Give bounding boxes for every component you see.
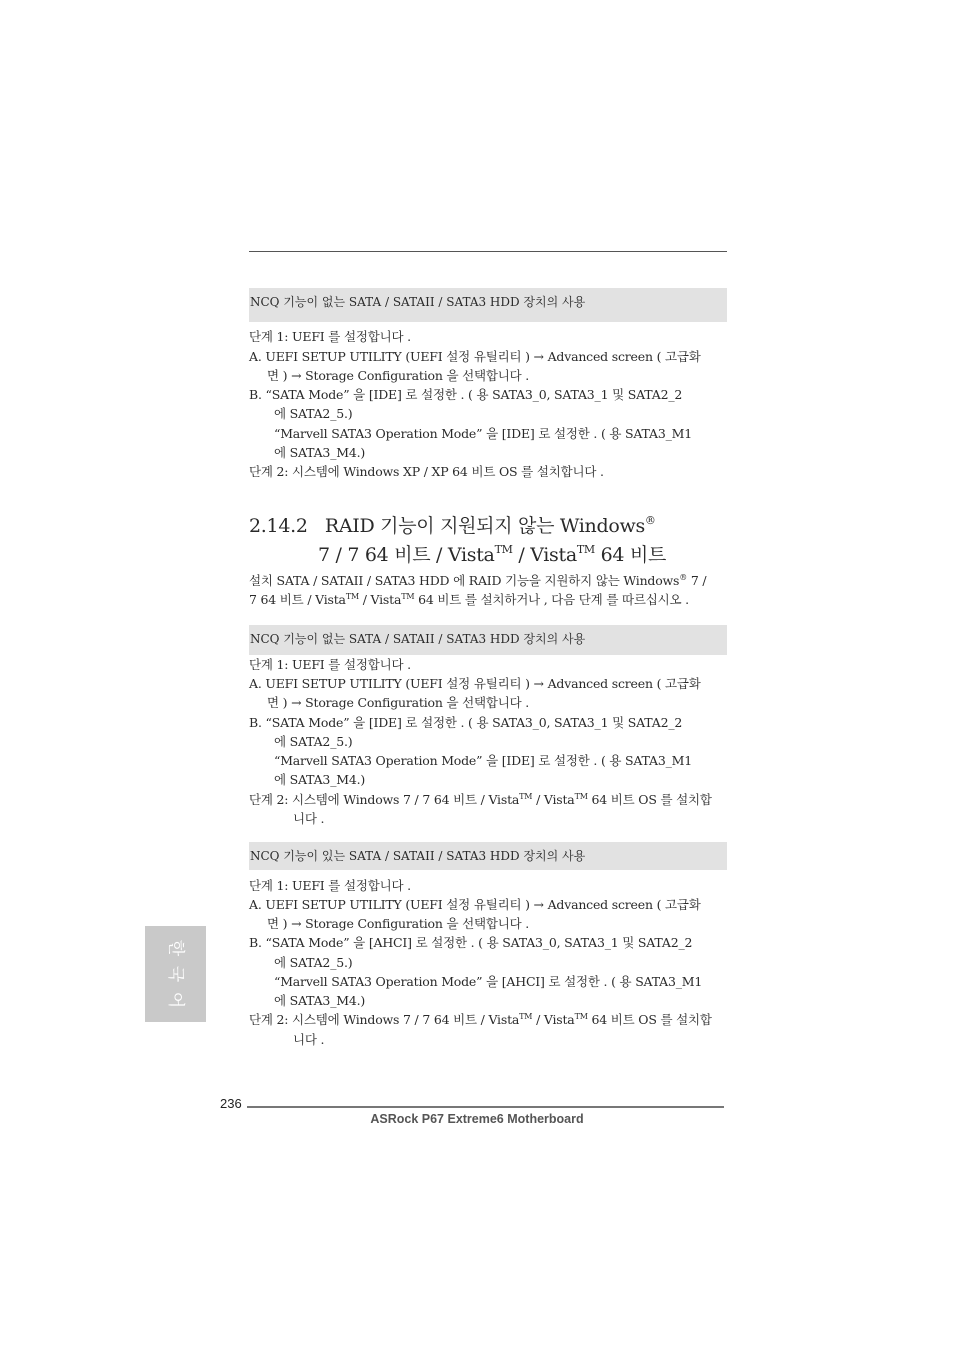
s2-step2-cont: 니다 . bbox=[293, 811, 325, 826]
tm-mark: TM bbox=[519, 1012, 533, 1021]
heading-title-b3: 64 비트 bbox=[594, 544, 667, 566]
section-heading-line1 bbox=[249, 514, 656, 538]
s2-a: A. UEFI SETUP UTILITY (UEFI 설정 유틸리티 ) → Advanced screen ( 고급화 bbox=[249, 676, 701, 691]
s1-marvell: “Marvell SATA3 Operation Mode” 을 [IDE] 로 설정한 . ( 용 SATA3_M1 bbox=[274, 426, 692, 441]
intro-text: 설치 SATA / SATAII / SATA3 HDD 에 RAID 기능을 지원하지 않는 Windows bbox=[249, 573, 680, 588]
s1-marvell-cont: 에 SATA3_M4.) bbox=[274, 445, 366, 460]
step2-text: / Vista bbox=[532, 1012, 575, 1027]
s1-a-cont: 면 ) → Storage Configuration 을 선택합니다 . bbox=[267, 368, 530, 383]
side-tab-char: 한 bbox=[165, 939, 186, 957]
intro-text: / Vista bbox=[358, 592, 402, 607]
s3-step2 bbox=[249, 1012, 729, 1028]
s1-step2: 단계 2: 시스템에 Windows XP / XP 64 비트 OS 를 설치합니다 . bbox=[249, 464, 604, 479]
intro-text: 7 64 비트 / Vista bbox=[249, 592, 346, 607]
intro-line2 bbox=[249, 592, 729, 608]
tm-mark: TM bbox=[345, 592, 359, 601]
s3-a: A. UEFI SETUP UTILITY (UEFI 설정 유틸리티 ) → Advanced screen ( 고급화 bbox=[249, 897, 701, 912]
section-heading-line2 bbox=[318, 543, 666, 567]
language-side-tab bbox=[145, 926, 206, 1022]
heading-title-b1: 7 / 7 64 비트 / Vista bbox=[318, 544, 495, 566]
step2-text: 64 비트 OS 를 설치합 bbox=[587, 1012, 712, 1027]
heading-number: 2.14.2 bbox=[249, 515, 308, 537]
tm-mark: TM bbox=[401, 592, 415, 601]
ncq-none-box-1: NCQ 기능이 없는 SATA / SATAII / SATA3 HDD 장치의 사용 bbox=[249, 288, 727, 322]
side-tab-char: 어 bbox=[165, 991, 186, 1009]
intro-text: 64 비트 를 설치하거나 , 다음 단계 를 따르십시오 . bbox=[414, 592, 689, 607]
footer-rule bbox=[247, 1106, 724, 1108]
s1-b-cont: 에 SATA2_5.) bbox=[274, 406, 353, 421]
intro-text: 7 / bbox=[687, 573, 707, 588]
s2-a-cont: 면 ) → Storage Configuration 을 선택합니다 . bbox=[267, 695, 530, 710]
s3-step1: 단계 1: UEFI 를 설정합니다 . bbox=[249, 878, 411, 893]
tm-mark: TM bbox=[494, 543, 513, 556]
footer-product: ASRock P67 Extreme6 Motherboard bbox=[370, 1112, 584, 1126]
s2-b-cont: 에 SATA2_5.) bbox=[274, 734, 353, 749]
s3-a-cont: 면 ) → Storage Configuration 을 선택합니다 . bbox=[267, 916, 530, 931]
s1-a: A. UEFI SETUP UTILITY (UEFI 설정 유틸리티 ) → Advanced screen ( 고급화 bbox=[249, 349, 701, 364]
s3-marvell-cont: 에 SATA3_M4.) bbox=[274, 993, 366, 1008]
step2-text: 단계 2: 시스템에 Windows 7 / 7 64 비트 / Vista bbox=[249, 792, 520, 807]
s3-step2-cont: 니다 . bbox=[293, 1032, 325, 1047]
side-tab-char: 국 bbox=[165, 965, 186, 983]
s2-b: B. “SATA Mode” 을 [IDE] 로 설정한 . ( 용 SATA3_0, SATA3_1 및 SATA2_2 bbox=[249, 715, 683, 730]
s2-marvell-cont: 에 SATA3_M4.) bbox=[274, 772, 366, 787]
s2-step1: 단계 1: UEFI 를 설정합니다 . bbox=[249, 657, 411, 672]
page-number: 236 bbox=[220, 1096, 242, 1111]
registered-mark: ® bbox=[679, 573, 688, 582]
s2-step2 bbox=[249, 792, 729, 808]
intro-line1 bbox=[249, 573, 729, 589]
s1-b: B. “SATA Mode” 을 [IDE] 로 설정한 . ( 용 SATA3_0, SATA3_1 및 SATA2_2 bbox=[249, 387, 683, 402]
top-rule bbox=[249, 251, 727, 252]
s3-b: B. “SATA Mode” 을 [AHCI] 로 설정한 . ( 용 SATA3_0, SATA3_1 및 SATA2_2 bbox=[249, 935, 693, 950]
s2-marvell: “Marvell SATA3 Operation Mode” 을 [IDE] 로 설정한 . ( 용 SATA3_M1 bbox=[274, 753, 692, 768]
s3-b-cont: 에 SATA2_5.) bbox=[274, 955, 353, 970]
ncq-support-box: NCQ 기능이 있는 SATA / SATAII / SATA3 HDD 장치의 사용 bbox=[249, 842, 727, 870]
s3-marvell: “Marvell SATA3 Operation Mode” 을 [AHCI] 로 설정한 . ( 용 SATA3_M1 bbox=[274, 974, 703, 989]
tm-mark: TM bbox=[574, 1012, 588, 1021]
registered-mark: ® bbox=[644, 514, 656, 527]
step2-text: / Vista bbox=[532, 792, 575, 807]
tm-mark: TM bbox=[576, 543, 595, 556]
tm-mark: TM bbox=[574, 792, 588, 801]
tm-mark: TM bbox=[519, 792, 533, 801]
step2-text: 64 비트 OS 를 설치합 bbox=[587, 792, 712, 807]
heading-title-b2: / Vista bbox=[512, 544, 577, 566]
s1-step1: 단계 1: UEFI 를 설정합니다 . bbox=[249, 329, 411, 344]
heading-title-a: RAID 기능이 지원되지 않는 Windows bbox=[324, 515, 645, 537]
step2-text: 단계 2: 시스템에 Windows 7 / 7 64 비트 / Vista bbox=[249, 1012, 520, 1027]
ncq-none-box-2: NCQ 기능이 없는 SATA / SATAII / SATA3 HDD 장치의 사용 bbox=[249, 625, 727, 655]
